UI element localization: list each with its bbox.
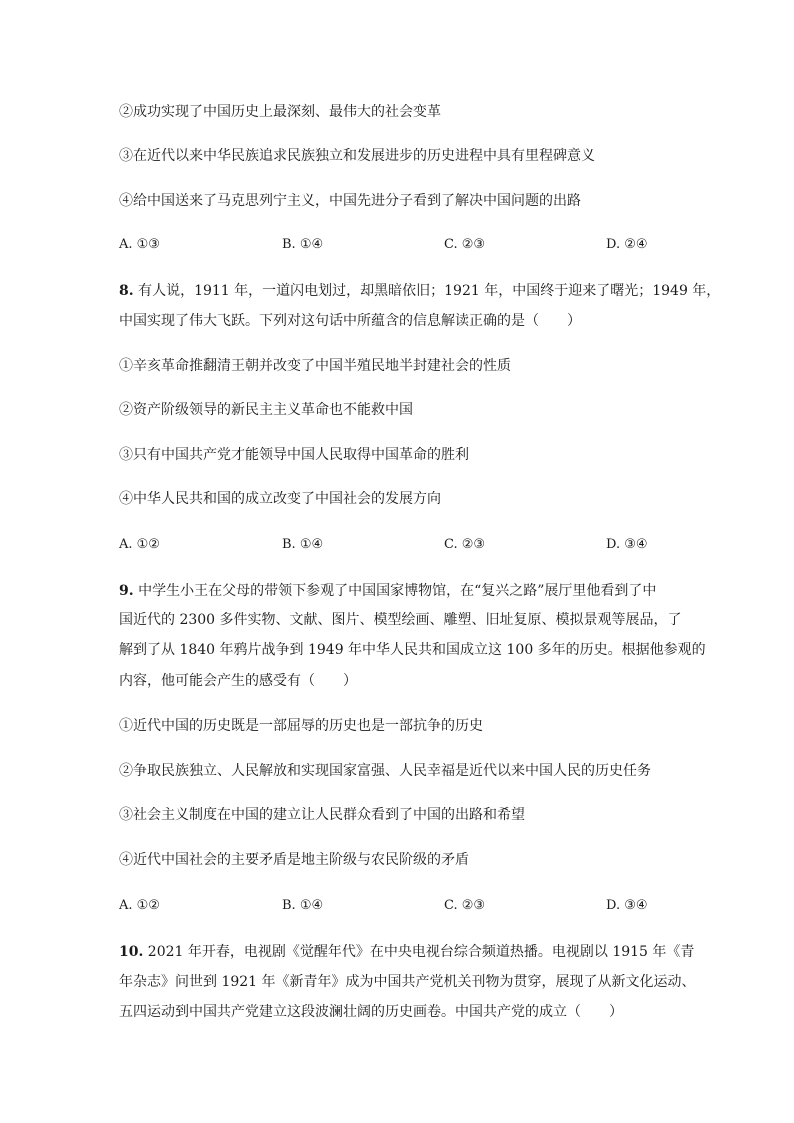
q9-option-2: ②争取民族独立、人民解放和实现国家富强、人民幸福是近代以来中国人民的历史任务 [119, 763, 651, 779]
q8-option-3: ③只有中国共产党才能领导中国人民取得中国革命的胜利 [119, 447, 469, 463]
q8-option-1: ①辛亥革命推翻清王朝并改变了中国半殖民地半封建社会的性质 [119, 358, 511, 374]
q9-choice-b: B. ①④ [282, 898, 324, 913]
q8-option-2: ②资产阶级领导的新民主主义革命也不能救中国 [119, 402, 413, 418]
q7-choice-b: B. ①④ [282, 237, 324, 252]
q10-stem-line-2: 年杂志》问世到 1921 年《新青年》成为中国共产党机关刊物为贯穿，展现了从新文化运动、 [119, 974, 696, 990]
q9-choice-d: D. ③④ [606, 898, 648, 913]
q7-choice-c: C. ②③ [444, 237, 486, 252]
q9-number: 9. [119, 583, 134, 599]
q8-stem-text-1: 有人说，1911 年，一道闪电划过，却黑暗依旧；1921 年，中国终于迎来了曙光；1949 年， [133, 283, 721, 299]
q8-choice-b: B. ①④ [282, 537, 324, 552]
q9-stem-line-4: 内容，他可能会产生的感受有（ ） [119, 673, 357, 689]
q10-stem-line-3: 五四运动到中国共产党建立这段波澜壮阔的历史画卷。中国共产党的成立（ ） [119, 1004, 623, 1020]
q9-choice-a: A. ①② [119, 898, 160, 913]
q8-choice-c: C. ②③ [444, 537, 486, 552]
q9-stem-line-1 [119, 582, 679, 600]
q7-choices [119, 236, 679, 254]
q9-option-3: ③社会主义制度在中国的建立让人民群众看到了中国的出路和希望 [119, 807, 525, 823]
q9-stem-line-3: 解到了从 1840 年鸦片战争到 1949 年中华人民共和国成立这 100 多年的历史。根据他参观的 [119, 642, 706, 658]
q8-stem-line-2: 中国实现了伟大飞跃。下列对这句话中所蕴含的信息解读正确的是（ ） [119, 313, 581, 329]
q9-choices [119, 897, 679, 915]
q9-option-1: ①近代中国的历史既是一部屈辱的历史也是一部抗争的历史 [119, 718, 483, 734]
q7-option-2: ②成功实现了中国历史上最深刻、最伟大的社会变革 [119, 104, 441, 120]
q10-stem-line-1 [119, 943, 695, 961]
q8-option-4: ④中华人民共和国的成立改变了中国社会的发展方向 [119, 491, 441, 507]
q9-stem-text-1: 中学生小王在父母的带领下参观了中国国家博物馆，在“复兴之路”展厅里他看到了中 [133, 583, 657, 599]
q8-number: 8. [119, 283, 134, 299]
q7-option-4: ④给中国送来了马克思列宁主义，中国先进分子看到了解决中国问题的出路 [119, 193, 581, 209]
q10-stem-text-1: 2021 年开春，电视剧《觉醒年代》在中央电视台综合频道热播。电视剧以 1915 年《青 [143, 944, 695, 960]
q9-stem-line-2: 国近代的 2300 多件实物、文献、图片、模型绘画、雕塑、旧址复原、模拟景观等展品，了 [119, 612, 682, 628]
q9-option-4: ④近代中国社会的主要矛盾是地主阶级与农民阶级的矛盾 [119, 852, 469, 868]
q8-choices [119, 536, 679, 554]
q8-choice-d: D. ③④ [606, 537, 648, 552]
q8-stem-line-1 [119, 282, 721, 300]
q7-choice-a: A. ①③ [119, 237, 160, 252]
q9-choice-c: C. ②③ [444, 898, 486, 913]
q8-choice-a: A. ①② [119, 537, 160, 552]
q7-option-3: ③在近代以来中华民族追求民族独立和发展进步的历史进程中具有里程碑意义 [119, 148, 595, 164]
q7-choice-d: D. ②④ [606, 237, 648, 252]
q10-number: 10. [119, 944, 144, 960]
